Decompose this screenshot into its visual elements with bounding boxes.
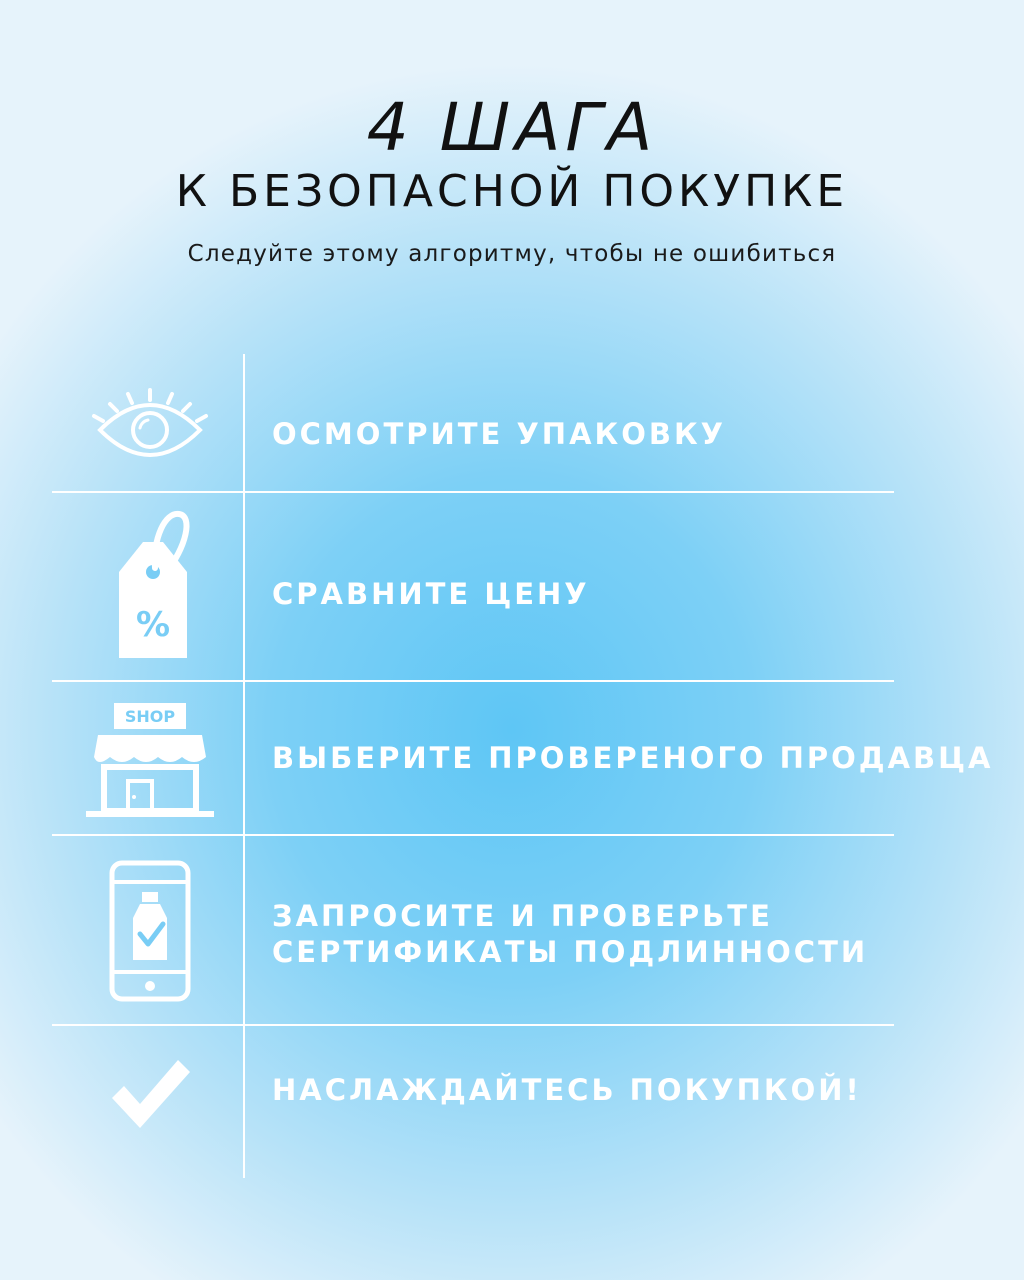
phone-certificate-icon [80,852,220,1010]
step-5-text [272,1050,862,1130]
shop-sign-label: SHOP [124,707,176,726]
step-1-text [272,394,726,474]
step-4-line-1: ЗАПРОСИТЕ И ПРОВЕРЬТЕ [272,899,773,933]
vertical-divider [243,354,245,1178]
row-divider [52,680,894,682]
price-tag-icon [80,504,220,664]
step-4-text [272,884,868,984]
step-4-line-2: СЕРТИФИКАТЫ ПОДЛИННОСТИ [272,935,869,969]
page-subtitle: К БЕЗОПАСНОЙ ПОКУПКЕ [175,166,849,217]
shop-icon [80,698,220,822]
step-2-line: СРАВНИТЕ ЦЕНУ [272,577,590,611]
checkmark-icon [80,1040,220,1150]
eye-icon [80,366,220,486]
row-divider [52,1024,894,1026]
step-3-text [272,718,994,798]
row-divider [52,834,894,836]
step-2-text [272,554,590,634]
step-3-line: ВЫБЕРИТЕ ПРОВЕРЕНОГО ПРОДАВЦА [272,741,994,775]
page-title: 4 ШАГА [366,89,658,166]
page-tagline: Следуйте этому алгоритму, чтобы не ошибиться [187,241,837,267]
price-tag-label: % [135,605,171,645]
row-divider [52,491,894,493]
step-1-line: ОСМОТРИТЕ УПАКОВКУ [272,417,727,451]
steps-table [52,354,994,1178]
step-5-line: НАСЛАЖДАЙТЕСЬ ПОКУПКОЙ! [272,1073,862,1107]
